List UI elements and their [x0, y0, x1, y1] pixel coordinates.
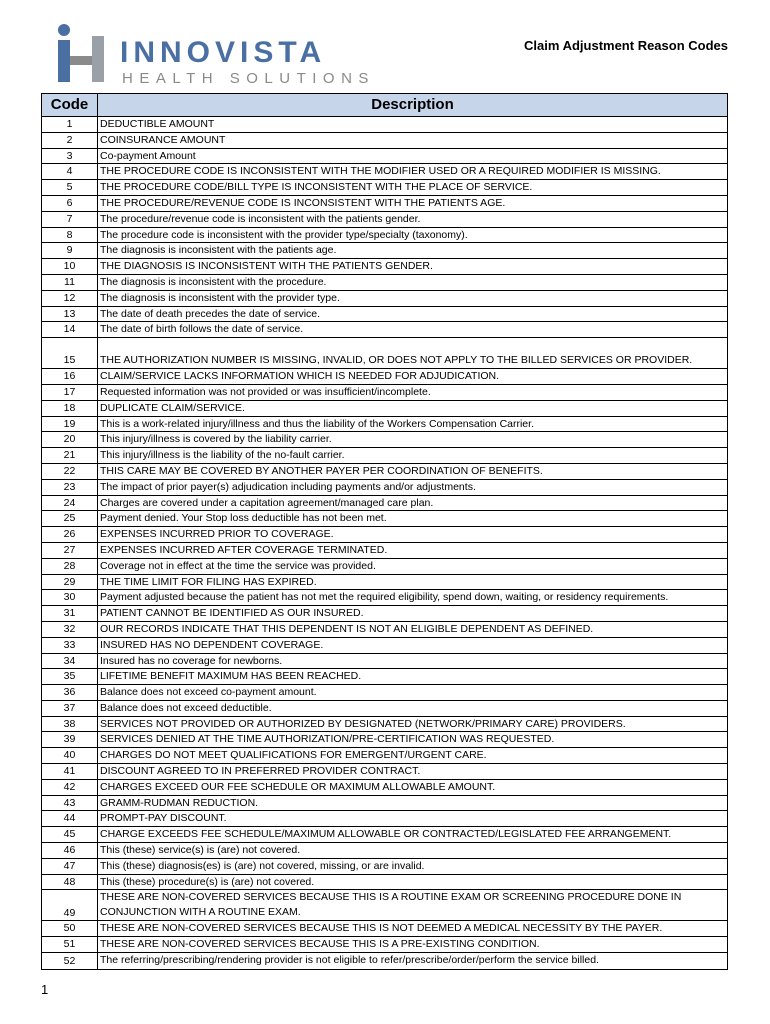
row-code: 14 — [42, 322, 98, 337]
page-number: 1 — [41, 982, 49, 997]
table-row — [42, 480, 727, 496]
logo-mark-icon — [52, 22, 116, 86]
column-header-code: Code — [42, 94, 98, 116]
row-description-line: THE AUTHORIZATION NUMBER IS MISSING, INVALID, OR DOES NOT APPLY TO THE BILLED SERVICES OR PROVIDER. — [100, 354, 693, 367]
row-description: The diagnosis is inconsistent with the provider type. — [100, 291, 340, 304]
table-row — [42, 685, 727, 701]
row-code: 2 — [42, 133, 98, 148]
row-description: The impact of prior payer(s) adjudication including payments and/or adjustments. — [100, 480, 476, 493]
row-description: LIFETIME BENEFIT MAXIMUM HAS BEEN REACHED. — [100, 670, 362, 683]
row-code: 30 — [42, 590, 98, 605]
row-description — [98, 338, 727, 368]
row-description: This injury/illness is covered by the liability carrier. — [100, 433, 332, 446]
table-row — [42, 796, 727, 812]
row-code: 47 — [42, 859, 98, 874]
row-code: 50 — [42, 921, 98, 936]
row-code: 37 — [42, 701, 98, 716]
row-description: Insured has no coverage for newborns. — [100, 654, 283, 667]
row-description: THE TIME LIMIT FOR FILING HAS EXPIRED. — [100, 575, 317, 588]
table-row — [42, 622, 727, 638]
row-description: Co-payment Amount — [100, 149, 196, 162]
table-row — [42, 401, 727, 417]
table-row — [42, 575, 727, 591]
table-row — [42, 937, 727, 953]
row-code: 25 — [42, 511, 98, 526]
row-code: 45 — [42, 827, 98, 842]
row-description: COINSURANCE AMOUNT — [100, 133, 226, 146]
row-code: 39 — [42, 732, 98, 747]
row-code: 38 — [42, 717, 98, 732]
row-code: 7 — [42, 212, 98, 227]
table-row — [42, 764, 727, 780]
column-header-description: Description — [371, 96, 454, 113]
table-header — [42, 94, 727, 117]
table-row — [42, 275, 727, 291]
table-row — [42, 385, 727, 401]
row-description: The date of death precedes the date of service. — [100, 307, 321, 320]
row-description: This is a work-related injury/illness and thus the liability of the Workers Compensation Carrier. — [100, 417, 534, 430]
row-description: THE PROCEDURE CODE/BILL TYPE IS INCONSISTENT WITH THE PLACE OF SERVICE. — [100, 181, 533, 194]
row-description: CHARGES DO NOT MEET QUALIFICATIONS FOR EMERGENT/URGENT CARE. — [100, 749, 487, 762]
table-row — [42, 464, 727, 480]
row-description: Balance does not exceed deductible. — [100, 701, 272, 714]
row-code: 41 — [42, 764, 98, 779]
table-body — [42, 117, 727, 969]
table-row — [42, 164, 727, 180]
row-code: 34 — [42, 654, 98, 669]
row-code: 49 — [42, 890, 98, 920]
row-description: The diagnosis is inconsistent with the patients age. — [100, 244, 337, 257]
table-row — [42, 590, 727, 606]
row-code: 12 — [42, 291, 98, 306]
table-row — [42, 669, 727, 685]
row-description: EXPENSES INCURRED PRIOR TO COVERAGE. — [100, 528, 334, 541]
row-code: 40 — [42, 748, 98, 763]
row-code: 33 — [42, 638, 98, 653]
table-row — [42, 291, 727, 307]
table-row — [42, 559, 727, 575]
row-description: PROMPT-PAY DISCOUNT. — [100, 812, 227, 825]
table-row — [42, 638, 727, 654]
row-code: 15 — [42, 338, 98, 368]
row-code: 46 — [42, 843, 98, 858]
table-row — [42, 717, 727, 733]
table-row — [42, 732, 727, 748]
row-description: CHARGES EXCEED OUR FEE SCHEDULE OR MAXIMUM ALLOWABLE AMOUNT. — [100, 780, 496, 793]
row-description-line: THESE ARE NON-COVERED SERVICES BECAUSE THIS IS A ROUTINE EXAM OR SCREENING PROCEDURE DONE IN — [100, 891, 682, 904]
row-description: THE PROCEDURE CODE IS INCONSISTENT WITH THE MODIFIER USED OR A REQUIRED MODIFIER IS MISSING. — [100, 165, 661, 178]
row-code: 20 — [42, 432, 98, 447]
row-code: 36 — [42, 685, 98, 700]
table-row — [42, 606, 727, 622]
table-row — [42, 149, 727, 165]
row-code: 21 — [42, 448, 98, 463]
company-logo — [52, 22, 375, 92]
table-row — [42, 654, 727, 670]
row-code: 42 — [42, 780, 98, 795]
row-description: EXPENSES INCURRED AFTER COVERAGE TERMINATED. — [100, 543, 388, 556]
row-description-line: CONJUNCTION WITH A ROUTINE EXAM. — [100, 906, 301, 919]
row-description: THESE ARE NON-COVERED SERVICES BECAUSE THIS IS NOT DEEMED A MEDICAL NECESSITY BY THE PAYER. — [100, 922, 663, 935]
brand-name: INNOVISTA — [120, 36, 327, 69]
row-code: 48 — [42, 875, 98, 890]
row-code: 43 — [42, 796, 98, 811]
row-description: THIS CARE MAY BE COVERED BY ANOTHER PAYER PER COORDINATION OF BENEFITS. — [100, 464, 543, 477]
row-code: 27 — [42, 543, 98, 558]
row-code: 1 — [42, 117, 98, 132]
row-code: 5 — [42, 180, 98, 195]
row-description-line — [100, 338, 727, 353]
table-row — [42, 875, 727, 891]
row-code: 4 — [42, 164, 98, 179]
row-code: 18 — [42, 401, 98, 416]
table-row — [42, 496, 727, 512]
table-row — [42, 811, 727, 827]
row-description: Payment adjusted because the patient has not met the required eligibility, spend down, waiting, or residency requirements. — [100, 591, 669, 604]
row-code: 10 — [42, 259, 98, 274]
table-row — [42, 953, 727, 969]
table-row — [42, 180, 727, 196]
table-row — [42, 133, 727, 149]
row-description: The referring/prescribing/rendering provider is not eligible to refer/prescribe/order/perform the service billed. — [100, 954, 599, 967]
table-row — [42, 843, 727, 859]
table-row — [42, 322, 727, 338]
row-description: Requested information was not provided or was insufficient/incomplete. — [100, 385, 431, 398]
row-description: THESE ARE NON-COVERED SERVICES BECAUSE THIS IS A PRE-EXISTING CONDITION. — [100, 938, 540, 951]
table-row — [42, 527, 727, 543]
table-row — [42, 701, 727, 717]
table-row — [42, 780, 727, 796]
row-description: SERVICES NOT PROVIDED OR AUTHORIZED BY DESIGNATED (NETWORK/PRIMARY CARE) PROVIDERS. — [100, 717, 626, 730]
row-description: This (these) service(s) is (are) not covered. — [100, 844, 301, 857]
row-description: GRAMM-RUDMAN REDUCTION. — [100, 796, 259, 809]
table-row — [42, 117, 727, 133]
table-row — [42, 417, 727, 433]
table-row — [42, 196, 727, 212]
row-description: This (these) procedure(s) is (are) not covered. — [100, 875, 315, 888]
row-description: OUR RECORDS INDICATE THAT THIS DEPENDENT IS NOT AN ELIGIBLE DEPENDENT AS DEFINED. — [100, 622, 594, 635]
row-code: 29 — [42, 575, 98, 590]
row-description: THE DIAGNOSIS IS INCONSISTENT WITH THE PATIENTS GENDER. — [100, 260, 433, 273]
row-description: INSURED HAS NO DEPENDENT COVERAGE. — [100, 638, 324, 651]
row-code: 44 — [42, 811, 98, 826]
row-code: 23 — [42, 480, 98, 495]
row-code: 52 — [42, 953, 98, 969]
row-description: SERVICES DENIED AT THE TIME AUTHORIZATION/PRE-CERTIFICATION WAS REQUESTED. — [100, 733, 555, 746]
table-row — [42, 448, 727, 464]
row-code: 35 — [42, 669, 98, 684]
row-description: DEDUCTIBLE AMOUNT — [100, 118, 215, 130]
row-code: 8 — [42, 228, 98, 243]
row-description: This (these) diagnosis(es) is (are) not covered, missing, or are invalid. — [100, 859, 425, 872]
table-row — [42, 228, 727, 244]
row-description: Balance does not exceed co-payment amount. — [100, 686, 317, 699]
row-description: CLAIM/SERVICE LACKS INFORMATION WHICH IS NEEDED FOR ADJUDICATION. — [100, 370, 500, 383]
row-code: 32 — [42, 622, 98, 637]
table-row — [42, 748, 727, 764]
row-description: DISCOUNT AGREED TO IN PREFERRED PROVIDER CONTRACT. — [100, 765, 421, 778]
row-description: THE PROCEDURE/REVENUE CODE IS INCONSISTENT WITH THE PATIENTS AGE. — [100, 196, 506, 209]
table-row — [42, 432, 727, 448]
table-row — [42, 369, 727, 385]
row-description: The procedure code is inconsistent with the provider type/specialty (taxonomy). — [100, 228, 468, 241]
row-description: CHARGE EXCEEDS FEE SCHEDULE/MAXIMUM ALLOWABLE OR CONTRACTED/LEGISLATED FEE ARRANGEMENT. — [100, 828, 672, 841]
table-row — [42, 307, 727, 323]
row-description: The date of birth follows the date of service. — [100, 323, 304, 336]
row-code: 11 — [42, 275, 98, 290]
table-row — [42, 212, 727, 228]
table-row — [42, 511, 727, 527]
table-row — [42, 259, 727, 275]
table-row — [42, 890, 727, 921]
row-description: Charges are covered under a capitation agreement/managed care plan. — [100, 496, 434, 509]
row-description: Payment denied. Your Stop loss deductible has not been met. — [100, 512, 387, 525]
row-description: This injury/illness is the liability of the no-fault carrier. — [100, 449, 345, 462]
row-description: The procedure/revenue code is inconsistent with the patients gender. — [100, 212, 421, 225]
row-code: 28 — [42, 559, 98, 574]
table-row — [42, 921, 727, 937]
row-code: 26 — [42, 527, 98, 542]
row-code: 17 — [42, 385, 98, 400]
table-row — [42, 243, 727, 259]
row-code: 6 — [42, 196, 98, 211]
table-row — [42, 338, 727, 369]
reason-codes-table — [41, 93, 728, 970]
row-description: The diagnosis is inconsistent with the procedure. — [100, 275, 327, 288]
row-code: 19 — [42, 417, 98, 432]
row-description: DUPLICATE CLAIM/SERVICE. — [100, 401, 245, 414]
brand-subtitle: HEALTH SOLUTIONS — [122, 70, 375, 87]
row-code: 13 — [42, 307, 98, 322]
table-row — [42, 827, 727, 843]
table-row — [42, 543, 727, 559]
row-code: 31 — [42, 606, 98, 621]
row-description: PATIENT CANNOT BE IDENTIFIED AS OUR INSURED. — [100, 607, 364, 620]
row-code: 51 — [42, 937, 98, 952]
row-code: 16 — [42, 369, 98, 384]
row-code: 3 — [42, 149, 98, 164]
document-title: Claim Adjustment Reason Codes — [524, 38, 728, 53]
table-row — [42, 859, 727, 875]
row-description — [98, 890, 727, 920]
row-description: Coverage not in effect at the time the service was provided. — [100, 559, 376, 572]
row-code: 9 — [42, 243, 98, 258]
row-code: 24 — [42, 496, 98, 511]
row-code: 22 — [42, 464, 98, 479]
